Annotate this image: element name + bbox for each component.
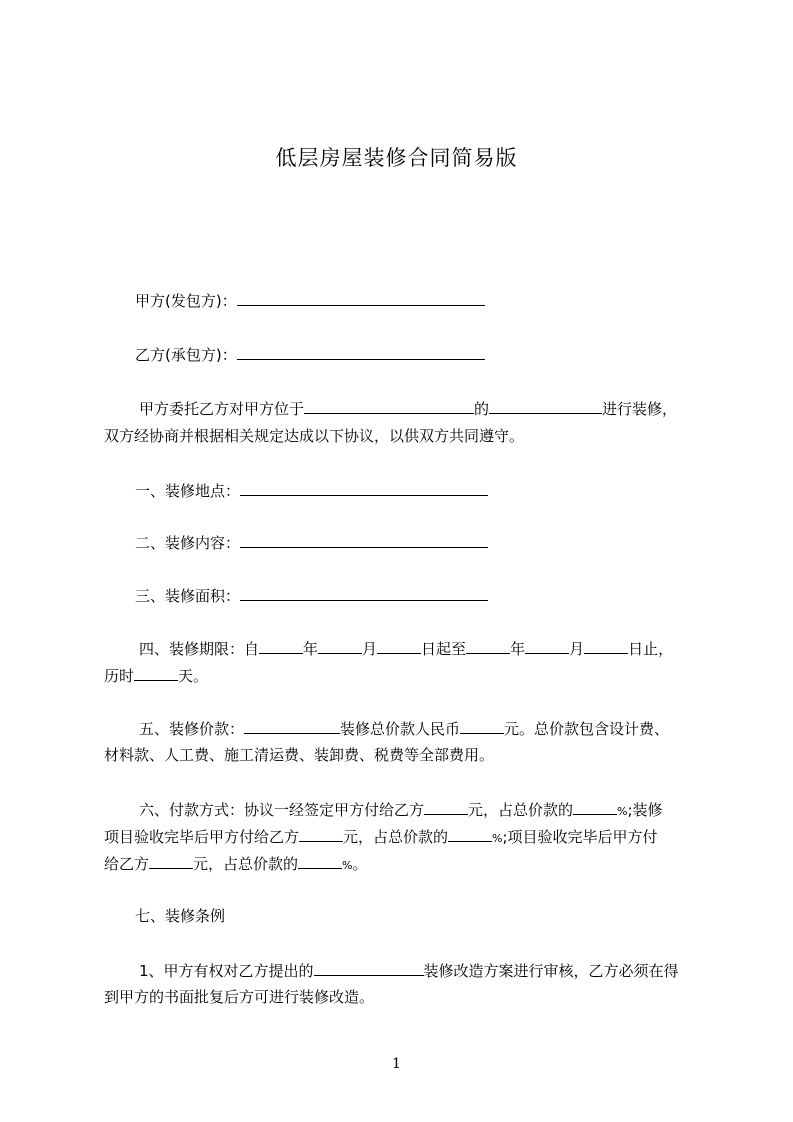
clause-6-text-3: 项目验收完毕后甲方付给乙方 [104, 828, 300, 846]
clause-2-label: 二、装修内容： [135, 534, 241, 552]
price-blank[interactable] [244, 718, 340, 734]
year-label: 年 [510, 640, 526, 658]
clause-4-text-1: 四、装修期限：自 [139, 640, 260, 658]
completion-percent-blank[interactable] [448, 826, 492, 842]
start-year-blank[interactable] [259, 638, 303, 654]
percent-sign: % [492, 832, 503, 845]
item-1-text-2: 装修改造方案进行审核，乙方必须在得 [423, 962, 679, 980]
property-blank[interactable] [489, 398, 602, 414]
party-a-blank[interactable] [237, 290, 485, 306]
duration-blank[interactable] [134, 665, 178, 681]
clause-7-line [104, 906, 716, 926]
clause-5-line-1 [104, 718, 716, 739]
deposit-percent-blank[interactable] [573, 799, 617, 815]
clause-7-label: 七、装修条例 [135, 907, 226, 925]
item-1-text-1: 1、甲方有权对乙方提出的 [139, 962, 314, 980]
day-from-label: 日起至 [421, 640, 467, 658]
completion-amount-blank[interactable] [299, 826, 343, 842]
clause-3-line [104, 585, 716, 606]
clause-5-text-3: 元。总价款包含设计费、 [504, 720, 670, 738]
item-1-text-3: 到甲方的书面批复后方可进行装修改造。 [104, 988, 375, 1006]
intro-text-4: 双方经协商并根据相关规定达成以下协议，以供双方共同遵守。 [104, 427, 525, 445]
start-day-blank[interactable] [377, 638, 421, 654]
clause-6-line-1 [104, 799, 716, 822]
percent-sign: % [617, 805, 628, 818]
intro-text-3: 进行装修， [602, 400, 678, 418]
clause-2-blank[interactable] [240, 532, 488, 548]
intro-line-2 [104, 426, 716, 446]
clause-4-line-1 [104, 638, 716, 659]
clause-4-line-2 [104, 665, 716, 686]
total-price-blank[interactable] [460, 718, 504, 734]
clause-1-label: 一、装修地点： [135, 482, 241, 500]
yuan-percent-text: 元，占总价款的 [468, 801, 574, 819]
party-b-label: 乙方(承包方)： [135, 346, 237, 364]
month-label: 月 [569, 640, 585, 658]
clause-5-text-1: 五、装修价款： [139, 720, 245, 738]
end-month-blank[interactable] [525, 638, 569, 654]
clause-3-label: 三、装修面积： [135, 587, 241, 605]
clause-6-line-2 [104, 826, 716, 849]
month-label: 月 [362, 640, 378, 658]
clause-6-end: 。 [352, 855, 368, 873]
party-a-label: 甲方(发包方)： [135, 292, 237, 310]
clause-5-line-2 [104, 745, 716, 765]
clause-2-line [104, 532, 716, 553]
days-label: 天。 [178, 667, 209, 685]
intro-text-1: 甲方委托乙方对甲方位于 [139, 400, 305, 418]
day-to-label: 日止， [628, 640, 674, 658]
clause-5-text-2: 装修总价款人民币 [340, 720, 461, 738]
party-b-line [104, 344, 716, 365]
yuan-percent-text: 元，占总价款的 [193, 855, 299, 873]
item-1-line-1 [104, 960, 716, 981]
clause-5-text-4: 材料款、人工费、施工清运费、装卸费、税费等全部费用。 [104, 746, 495, 764]
clause-6-text-2: ;装修 [627, 801, 663, 819]
clause-1-line [104, 480, 716, 501]
end-day-blank[interactable] [584, 638, 628, 654]
item-1-line-2 [104, 987, 716, 1007]
final-amount-blank[interactable] [149, 853, 193, 869]
end-year-blank[interactable] [466, 638, 510, 654]
yuan-percent-text: 元，占总价款的 [343, 828, 449, 846]
final-percent-blank[interactable] [298, 853, 342, 869]
party-a-line [104, 290, 716, 311]
party-b-blank[interactable] [237, 344, 485, 360]
clause-6-line-3 [104, 853, 716, 876]
document-title: 低层房屋装修合同简易版 [275, 146, 518, 170]
page-number: 1 [392, 1056, 401, 1072]
location-blank[interactable] [304, 398, 474, 414]
percent-sign: % [342, 859, 353, 872]
deposit-amount-blank[interactable] [424, 799, 468, 815]
clause-6-text-4: ;项目验收完毕后甲方付 [502, 828, 658, 846]
clause-6-text-5: 给乙方 [104, 855, 150, 873]
start-month-blank[interactable] [318, 638, 362, 654]
intro-line-1 [104, 398, 716, 419]
plan-blank[interactable] [314, 960, 424, 976]
clause-6-text-1: 六、付款方式：协议一经签定甲方付给乙方 [139, 801, 425, 819]
clause-4-text-2: 历时 [104, 667, 135, 685]
year-label: 年 [303, 640, 319, 658]
clause-3-blank[interactable] [240, 585, 488, 601]
intro-text-2: 的 [474, 400, 490, 418]
clause-1-blank[interactable] [240, 480, 488, 496]
